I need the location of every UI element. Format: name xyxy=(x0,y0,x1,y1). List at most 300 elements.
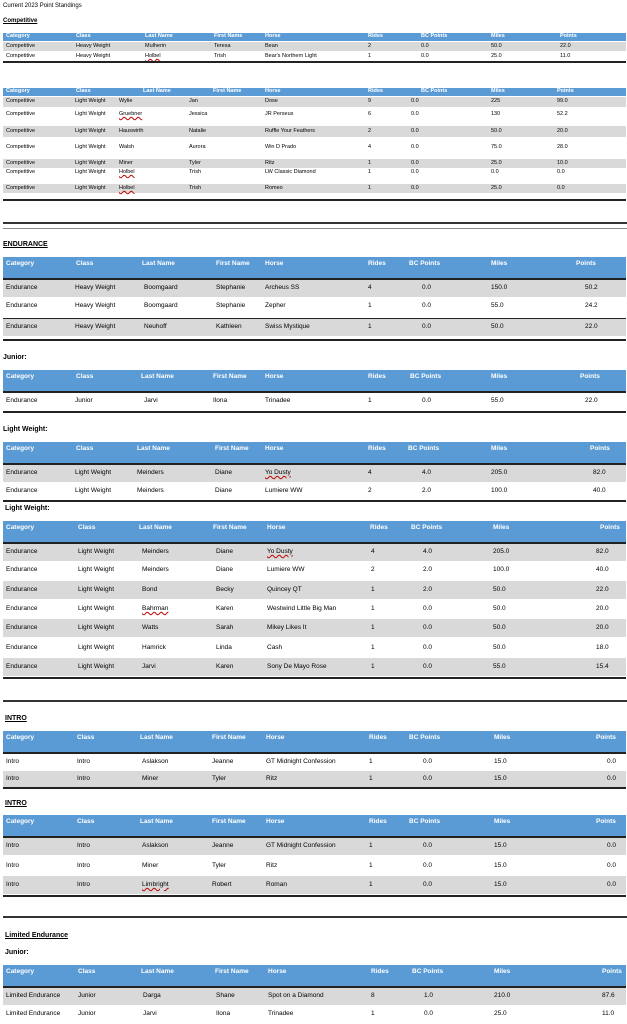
column-header-horse: Horse xyxy=(267,524,286,532)
column-header-first-name: First Name xyxy=(212,734,246,742)
cell-last-name: Boomgaard xyxy=(144,283,178,291)
column-header-horse: Horse xyxy=(265,88,281,95)
cell-miles: 15.0 xyxy=(494,880,507,888)
cell-horse: Bean xyxy=(265,42,278,49)
section-subheading-lightweight: Light Weight: xyxy=(3,426,48,433)
cell-points: 87.6 xyxy=(602,991,615,999)
column-header-category: Category xyxy=(6,968,35,976)
cell-miles: 50.0 xyxy=(493,643,506,651)
table-header-row xyxy=(3,33,626,41)
table-row xyxy=(3,543,626,561)
cell-last-name: Holbel xyxy=(119,168,135,175)
column-header-miles: Miles xyxy=(491,373,508,381)
column-header-miles: Miles xyxy=(491,88,505,95)
table-header-row xyxy=(3,257,626,278)
cell-last-name: Holbel xyxy=(145,52,161,59)
cell-horse: Quincey QT xyxy=(267,585,302,593)
column-header-rides: Rides xyxy=(370,524,388,532)
cell-points: 82.0 xyxy=(593,468,606,476)
cell-rides: 1 xyxy=(371,623,375,631)
column-header-miles: Miles xyxy=(494,818,511,826)
cell-miles: 50.0 xyxy=(493,604,506,612)
section-heading-competitive: Competitive xyxy=(3,18,38,24)
cell-last-name: Meinders xyxy=(137,486,164,494)
cell-last-name: Mulherin xyxy=(145,42,167,49)
column-header-last-name: Last Name xyxy=(137,445,170,453)
divider xyxy=(3,222,627,224)
column-header-points: Points xyxy=(600,524,620,532)
cell-horse: Win D Prado xyxy=(265,143,297,150)
cell-horse: Romeo xyxy=(265,184,283,191)
table-header-row xyxy=(3,442,626,463)
cell-last-name: Jarvi xyxy=(144,396,158,404)
cell-class: Light Weight xyxy=(78,604,115,612)
cell-first-name: Diane xyxy=(216,547,233,555)
cell-horse: Archeus SS xyxy=(265,283,300,291)
column-header-points: Points xyxy=(557,88,574,95)
cell-miles: 25.0 xyxy=(491,184,502,191)
table-rule xyxy=(3,318,626,319)
column-header-first-name: First Name xyxy=(214,33,243,40)
cell-miles: 130 xyxy=(491,110,501,117)
cell-first-name: Shane xyxy=(216,991,235,999)
cell-category: Competitive xyxy=(6,52,36,59)
table-row xyxy=(3,837,626,855)
table-row xyxy=(3,109,626,120)
cell-miles: 100.0 xyxy=(493,565,510,573)
cell-bc-points: 0.0 xyxy=(423,841,433,849)
cell-class: Light Weight xyxy=(78,547,115,555)
column-header-rides: Rides xyxy=(368,88,383,95)
cell-rides: 1 xyxy=(369,880,373,888)
cell-rides: 1 xyxy=(368,301,372,309)
cell-rides: 1 xyxy=(368,322,372,330)
table-row xyxy=(3,126,626,137)
cell-last-name: Neuhoff xyxy=(144,322,167,330)
cell-first-name: Linda xyxy=(216,643,232,651)
column-header-last-name: Last Name xyxy=(140,818,173,826)
column-header-horse: Horse xyxy=(265,33,281,40)
column-header-rides: Rides xyxy=(368,373,386,381)
table-row xyxy=(3,97,626,107)
cell-miles: 25.0 xyxy=(491,159,502,166)
cell-first-name: Karen xyxy=(216,604,234,612)
cell-bc-points: 0.0 xyxy=(423,757,433,765)
cell-category: Competitive xyxy=(6,168,36,175)
cell-class: Heavy Weight xyxy=(75,322,116,330)
section-heading-limited-endurance: Limited Endurance xyxy=(5,932,69,939)
cell-category: Limited Endurance xyxy=(6,991,61,999)
column-header-category: Category xyxy=(6,260,35,268)
cell-class: Intro xyxy=(77,861,91,869)
cell-points: 15.4 xyxy=(596,662,609,670)
column-header-horse: Horse xyxy=(265,445,284,453)
cell-last-name: Bahrman xyxy=(142,604,169,612)
cell-horse: Ritz xyxy=(266,861,278,869)
cell-category: Intro xyxy=(6,774,20,782)
cell-category: Endurance xyxy=(6,547,38,555)
column-header-bc-points: BC Points xyxy=(412,968,444,976)
table-row xyxy=(3,482,626,500)
column-header-horse: Horse xyxy=(265,260,284,268)
table-row xyxy=(3,168,626,177)
cell-last-name: Wylie xyxy=(119,98,133,105)
cell-horse: Trinadee xyxy=(265,396,291,404)
column-header-rides: Rides xyxy=(369,818,387,826)
cell-category: Intro xyxy=(6,841,20,849)
cell-first-name: Stephanie xyxy=(216,283,246,291)
cell-bc-points: 0.0 xyxy=(422,322,432,330)
table-rule xyxy=(3,278,626,280)
cell-first-name: Karen xyxy=(216,662,234,670)
table-row xyxy=(3,159,626,168)
cell-rides: 4 xyxy=(371,547,375,555)
cell-miles: 50.0 xyxy=(491,127,502,134)
cell-horse: JR Perseus xyxy=(265,110,294,117)
cell-points: 40.0 xyxy=(596,565,609,573)
cell-miles: 15.0 xyxy=(494,841,507,849)
column-header-horse: Horse xyxy=(268,968,287,976)
column-header-first-name: First Name xyxy=(213,88,242,95)
column-header-last-name: Last Name xyxy=(140,734,173,742)
column-header-miles: Miles xyxy=(491,33,505,40)
cell-miles: 15.0 xyxy=(494,757,507,765)
table-rule xyxy=(3,542,626,544)
cell-first-name: Trish xyxy=(189,184,202,191)
cell-rides: 1 xyxy=(369,757,373,765)
cell-points: 18.0 xyxy=(596,643,609,651)
cell-points: 22.0 xyxy=(585,322,598,330)
cell-class: Light Weight xyxy=(75,184,106,191)
divider xyxy=(3,700,627,702)
column-header-points: Points xyxy=(602,968,622,976)
cell-miles: 50.0 xyxy=(493,585,506,593)
column-header-last-name: Last Name xyxy=(139,524,172,532)
cell-rides: 4 xyxy=(368,143,372,150)
cell-miles: 150.0 xyxy=(491,283,508,291)
cell-class: Light Weight xyxy=(78,585,115,593)
column-header-miles: Miles xyxy=(493,524,510,532)
cell-miles: 25.0 xyxy=(494,1009,507,1017)
cell-bc-points: 0.0 xyxy=(422,301,432,309)
cell-miles: 210.0 xyxy=(494,991,511,999)
cell-last-name: Limbright xyxy=(142,880,169,888)
table-row xyxy=(3,771,626,787)
column-header-rides: Rides xyxy=(368,260,386,268)
cell-first-name: Sarah xyxy=(216,623,234,631)
cell-horse: Westwind Little Big Man xyxy=(267,604,337,612)
cell-horse: Cash xyxy=(267,643,283,651)
column-header-points: Points xyxy=(596,818,616,826)
section-subheading-junior: Junior: xyxy=(5,949,29,956)
cell-category: Endurance xyxy=(6,468,38,476)
cell-points: 0.0 xyxy=(607,861,617,869)
cell-category: Competitive xyxy=(6,184,36,191)
cell-last-name: Watts xyxy=(142,623,159,631)
column-header-points: Points xyxy=(596,734,616,742)
column-header-miles: Miles xyxy=(491,260,508,268)
cell-miles: 0.0 xyxy=(491,168,499,175)
cell-class: Light Weight xyxy=(75,110,106,117)
cell-category: Endurance xyxy=(6,643,38,651)
cell-rides: 2 xyxy=(368,486,372,494)
column-header-points: Points xyxy=(580,373,600,381)
cell-horse: Mikey Likes It xyxy=(267,623,307,631)
table-row xyxy=(3,857,626,875)
column-header-class: Class xyxy=(78,968,96,976)
cell-points: 22.0 xyxy=(585,396,598,404)
cell-last-name: Walsh xyxy=(119,143,135,150)
column-header-bc-points: BC Points xyxy=(408,445,440,453)
cell-rides: 1 xyxy=(371,662,375,670)
table-row xyxy=(3,1005,626,1023)
table-header-row xyxy=(3,731,626,752)
cell-points: 0.0 xyxy=(557,168,565,175)
cell-horse: Bear's Northern Light xyxy=(265,52,317,59)
cell-miles: 50.0 xyxy=(491,42,502,49)
cell-rides: 1 xyxy=(368,159,372,166)
cell-last-name: Miner xyxy=(119,159,133,166)
table-header-row xyxy=(3,88,626,96)
cell-bc-points: 0.0 xyxy=(411,184,419,191)
cell-bc-points: 0.0 xyxy=(423,623,433,631)
cell-first-name: Diane xyxy=(216,565,233,573)
cell-miles: 50.0 xyxy=(491,322,504,330)
table-row xyxy=(3,753,626,771)
cell-miles: 205.0 xyxy=(491,468,508,476)
column-header-last-name: Last Name xyxy=(143,88,171,95)
cell-last-name: Darga xyxy=(143,991,161,999)
cell-horse: Roman xyxy=(266,880,287,888)
cell-first-name: Becky xyxy=(216,585,234,593)
cell-class: Light Weight xyxy=(75,98,106,105)
table-row xyxy=(3,464,626,482)
cell-miles: 75.0 xyxy=(491,143,502,150)
column-header-class: Class xyxy=(78,524,96,532)
cell-bc-points: 0.0 xyxy=(411,143,419,150)
cell-points: 99.0 xyxy=(557,98,568,105)
column-header-bc-points: BC Points xyxy=(421,33,448,40)
cell-horse: Yo Dusty xyxy=(267,547,293,555)
cell-last-name: Meinders xyxy=(137,468,164,476)
cell-first-name: Jeanne xyxy=(212,841,234,849)
cell-horse: Sony De Mayo Rose xyxy=(267,662,327,670)
table-rule xyxy=(3,463,626,465)
section-subheading-lightweight: Light Weight: xyxy=(5,505,50,512)
cell-horse: Zepher xyxy=(265,301,286,309)
table-row xyxy=(3,658,626,676)
cell-bc-points: 1.0 xyxy=(424,991,434,999)
table-row xyxy=(3,619,626,637)
table-rule xyxy=(3,895,626,897)
column-header-rides: Rides xyxy=(371,968,389,976)
cell-last-name: Boomgaard xyxy=(144,301,178,309)
table-header-row xyxy=(3,965,626,986)
column-header-class: Class xyxy=(77,734,95,742)
cell-last-name: Bond xyxy=(142,585,158,593)
cell-bc-points: 0.0 xyxy=(423,604,433,612)
cell-points: 22.0 xyxy=(560,42,571,49)
column-header-class: Class xyxy=(76,260,94,268)
cell-first-name: Jessica xyxy=(189,110,208,117)
cell-miles: 50.0 xyxy=(493,623,506,631)
cell-category: Endurance xyxy=(6,322,38,330)
column-header-horse: Horse xyxy=(265,373,284,381)
column-header-horse: Horse xyxy=(266,734,285,742)
cell-horse: Yo Dusty xyxy=(265,468,291,476)
column-header-rides: Rides xyxy=(368,445,386,453)
column-header-bc-points: BC Points xyxy=(421,88,448,95)
section-heading-endurance: ENDURANCE xyxy=(3,241,48,248)
cell-miles: 100.0 xyxy=(491,486,508,494)
column-header-bc-points: BC Points xyxy=(409,260,441,268)
column-header-last-name: Last Name xyxy=(141,373,174,381)
cell-miles: 25.0 xyxy=(491,52,502,59)
column-header-miles: Miles xyxy=(494,734,511,742)
cell-miles: 55.0 xyxy=(491,396,504,404)
cell-class: Light Weight xyxy=(75,168,106,175)
cell-last-name: Meinders xyxy=(142,547,169,555)
section-heading-intro: INTRO xyxy=(5,800,27,807)
cell-miles: 15.0 xyxy=(494,774,507,782)
cell-points: 82.0 xyxy=(596,547,609,555)
cell-rides: 2 xyxy=(371,565,375,573)
cell-last-name: Miner xyxy=(142,774,159,782)
cell-category: Endurance xyxy=(6,283,38,291)
table-row xyxy=(3,42,626,51)
table-row xyxy=(3,279,626,297)
cell-rides: 4 xyxy=(368,468,372,476)
cell-bc-points: 0.0 xyxy=(423,861,433,869)
cell-category: Limited Endurance xyxy=(6,1009,61,1017)
column-header-rides: Rides xyxy=(369,734,387,742)
cell-last-name: Gruebner xyxy=(119,110,143,117)
cell-category: Endurance xyxy=(6,623,38,631)
cell-points: 20.0 xyxy=(596,604,609,612)
divider xyxy=(3,228,627,229)
cell-last-name: Jarvi xyxy=(143,1009,157,1017)
cell-rides: 1 xyxy=(369,774,373,782)
cell-points: 0.0 xyxy=(607,880,617,888)
cell-category: Competitive xyxy=(6,143,36,150)
cell-class: Heavy Weight xyxy=(76,52,111,59)
column-header-category: Category xyxy=(6,33,30,40)
cell-rides: 1 xyxy=(371,1009,375,1017)
cell-class: Light Weight xyxy=(75,486,112,494)
cell-category: Competitive xyxy=(6,110,36,117)
cell-class: Light Weight xyxy=(75,127,106,134)
cell-points: 20.0 xyxy=(596,623,609,631)
cell-horse: Lumiere WW xyxy=(267,565,305,573)
cell-category: Intro xyxy=(6,757,20,765)
column-header-last-name: Last Name xyxy=(145,33,173,40)
column-header-class: Class xyxy=(76,88,91,95)
column-header-category: Category xyxy=(6,88,30,95)
cell-bc-points: 2.0 xyxy=(423,585,433,593)
table-rule xyxy=(3,199,626,201)
cell-rides: 1 xyxy=(371,585,375,593)
cell-points: 0.0 xyxy=(607,774,617,782)
cell-class: Light Weight xyxy=(78,643,115,651)
cell-rides: 2 xyxy=(368,42,372,49)
column-header-class: Class xyxy=(77,818,95,826)
cell-first-name: Trish xyxy=(189,168,202,175)
cell-bc-points: 0.0 xyxy=(411,127,419,134)
cell-points: 0.0 xyxy=(607,841,617,849)
cell-horse: Spot on a Diamond xyxy=(268,991,324,999)
table-row xyxy=(3,987,626,1005)
table-row xyxy=(3,561,626,579)
table-row xyxy=(3,297,626,315)
column-header-last-name: Last Name xyxy=(141,968,174,976)
column-header-bc-points: BC Points xyxy=(410,373,442,381)
cell-miles: 205.0 xyxy=(493,547,510,555)
table-rule xyxy=(3,339,626,341)
table-row xyxy=(3,392,626,410)
cell-points: 22.0 xyxy=(596,585,609,593)
column-header-last-name: Last Name xyxy=(142,260,175,268)
table-row xyxy=(3,184,626,193)
cell-first-name: Teresa xyxy=(214,42,231,49)
cell-rides: 2 xyxy=(368,127,372,134)
cell-rides: 1 xyxy=(371,604,375,612)
table-rule xyxy=(3,411,626,413)
cell-class: Heavy Weight xyxy=(75,301,116,309)
cell-last-name: Jarvi xyxy=(142,662,156,670)
table-row xyxy=(3,318,626,336)
cell-bc-points: 2.0 xyxy=(422,486,432,494)
cell-class: Light Weight xyxy=(75,159,106,166)
table-row xyxy=(3,581,626,599)
cell-class: Light Weight xyxy=(78,623,115,631)
cell-first-name: Natalie xyxy=(189,127,207,134)
column-header-rides: Rides xyxy=(368,33,383,40)
cell-horse: Ruffle Your Feathers xyxy=(265,127,316,134)
cell-bc-points: 0.0 xyxy=(423,880,433,888)
cell-first-name: Tyler xyxy=(189,159,201,166)
column-header-category: Category xyxy=(6,373,35,381)
column-header-class: Class xyxy=(76,445,94,453)
cell-first-name: Diane xyxy=(215,468,232,476)
column-header-first-name: First Name xyxy=(213,373,247,381)
column-header-category: Category xyxy=(6,445,35,453)
cell-horse: GT Midnight Confession xyxy=(266,841,336,849)
cell-points: 28.0 xyxy=(557,143,568,150)
cell-category: Competitive xyxy=(6,159,36,166)
column-header-category: Category xyxy=(6,524,35,532)
column-header-first-name: First Name xyxy=(213,524,247,532)
cell-horse: Ritz xyxy=(266,774,278,782)
cell-class: Light Weight xyxy=(75,468,112,476)
cell-horse: GT Midnight Confession xyxy=(266,757,336,765)
cell-category: Endurance xyxy=(6,662,38,670)
cell-horse: Trinadee xyxy=(268,1009,294,1017)
cell-rides: 1 xyxy=(369,861,373,869)
cell-class: Heavy Weight xyxy=(76,42,111,49)
cell-bc-points: 4.0 xyxy=(423,547,433,555)
column-header-bc-points: BC Points xyxy=(409,818,441,826)
column-header-first-name: First Name xyxy=(216,260,250,268)
cell-rides: 1 xyxy=(368,168,372,175)
cell-first-name: Jan xyxy=(189,98,198,105)
cell-first-name: Tyler xyxy=(212,861,227,869)
cell-class: Light Weight xyxy=(75,143,106,150)
column-header-points: Points xyxy=(560,33,577,40)
cell-last-name: Holbel xyxy=(119,184,135,191)
cell-category: Intro xyxy=(6,861,20,869)
cell-category: Intro xyxy=(6,880,20,888)
table-header-row xyxy=(3,521,626,542)
